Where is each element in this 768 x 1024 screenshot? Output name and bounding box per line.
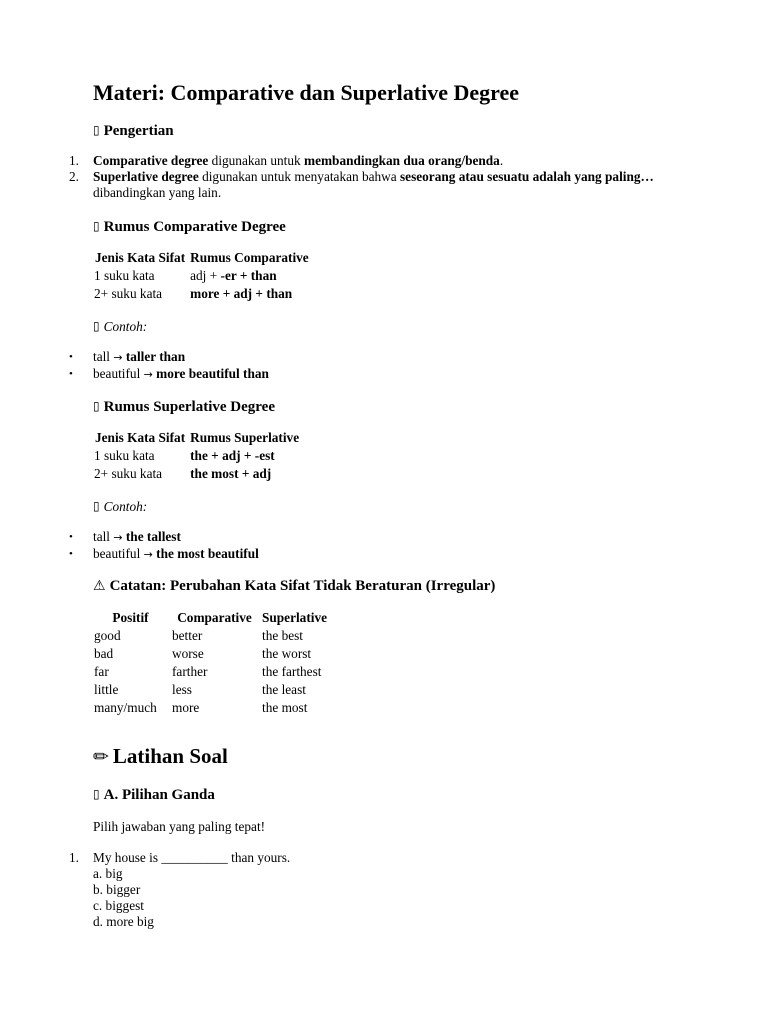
list-item: • tall → taller than bbox=[69, 349, 186, 364]
table-row: many/much more the most bbox=[94, 700, 308, 715]
table-row: 1 suku kata adj + -er + than bbox=[94, 268, 277, 283]
superlative-heading: ▯ Rumus Superlative Degree bbox=[93, 396, 275, 417]
bullet-icon: • bbox=[69, 531, 73, 543]
box-icon: ▯ bbox=[93, 787, 100, 801]
pengertian-list bbox=[69, 153, 663, 201]
arrow-right-icon: → bbox=[113, 531, 123, 544]
table-row: far farther the farthest bbox=[94, 664, 322, 679]
pencil-icon: ✏ bbox=[93, 746, 109, 768]
instruction-text: Pilih jawaban yang paling tepat! bbox=[93, 819, 266, 834]
table-row: bad worse the worst bbox=[94, 646, 312, 661]
question-list bbox=[69, 850, 291, 930]
list-item: 2. Superlative degree digunakan untuk menyatakan bahwa seseorang atau sesuatu adalah yang paling… dibandingkan yang lain. bbox=[69, 169, 654, 200]
superlative-examples bbox=[69, 529, 259, 563]
arrow-right-icon: → bbox=[143, 368, 153, 381]
question-item: 1. My house is __________ than yours. a. big b. bigger c. biggest d. more big bbox=[69, 850, 291, 929]
option-a: a. big bbox=[93, 866, 123, 881]
table-row: 2+ suku kata more + adj + than bbox=[94, 286, 293, 301]
arrow-right-icon: → bbox=[113, 351, 123, 364]
box-icon: ▯ bbox=[93, 219, 100, 233]
latihan-heading: ✏ Latihan Soal bbox=[93, 744, 228, 768]
irregular-table bbox=[93, 609, 331, 717]
page-title: Materi: Comparative dan Superlative Degree bbox=[93, 80, 520, 105]
superlative-table bbox=[93, 429, 303, 483]
table-header-row: Jenis Kata Sifat Rumus Superlative bbox=[95, 430, 300, 445]
section-a-heading: ▯ A. Pilihan Ganda bbox=[93, 784, 215, 805]
table-row: 1 suku kata the + adj + -est bbox=[94, 448, 275, 463]
arrow-right-icon: → bbox=[143, 548, 153, 561]
pengertian-heading: ▯ Pengertian bbox=[93, 120, 174, 141]
question-text: My house is __________ than yours. bbox=[93, 850, 291, 865]
box-icon: ▯ bbox=[93, 499, 100, 513]
list-item: • tall → the tallest bbox=[69, 529, 181, 544]
bullet-icon: • bbox=[69, 548, 73, 560]
option-d: d. more big bbox=[93, 914, 154, 929]
bullet-icon: • bbox=[69, 351, 73, 363]
list-item: 1. Comparative degree digunakan untuk membandingkan dua orang/benda. bbox=[69, 153, 504, 168]
table-header-row: Positif Comparative Superlative bbox=[112, 610, 328, 625]
superlative-example-label: ▯ Contoh: bbox=[93, 499, 148, 514]
table-row: little less the least bbox=[94, 682, 306, 697]
box-icon: ▯ bbox=[93, 399, 100, 413]
option-b: b. bigger bbox=[93, 882, 141, 897]
table-row: 2+ suku kata the most + adj bbox=[94, 466, 272, 481]
bullet-icon: • bbox=[69, 368, 73, 380]
box-icon: ▯ bbox=[93, 319, 100, 333]
irregular-heading: ⚠ Catatan: Perubahan Kata Sifat Tidak Beraturan (Irregular) bbox=[93, 578, 496, 594]
list-item: • beautiful → the most beautiful bbox=[69, 546, 259, 561]
warning-icon: ⚠ bbox=[93, 578, 106, 594]
table-header-row: Jenis Kata Sifat Rumus Comparative bbox=[95, 250, 309, 265]
comparative-heading: ▯ Rumus Comparative Degree bbox=[93, 216, 286, 237]
option-c: c. biggest bbox=[93, 898, 144, 913]
box-icon: ▯ bbox=[93, 123, 100, 137]
comparative-examples bbox=[69, 349, 269, 383]
table-row: good better the best bbox=[94, 628, 303, 643]
comparative-example-label: ▯ Contoh: bbox=[93, 319, 148, 334]
comparative-table bbox=[93, 249, 313, 303]
list-item: • beautiful → more beautiful than bbox=[69, 366, 269, 381]
